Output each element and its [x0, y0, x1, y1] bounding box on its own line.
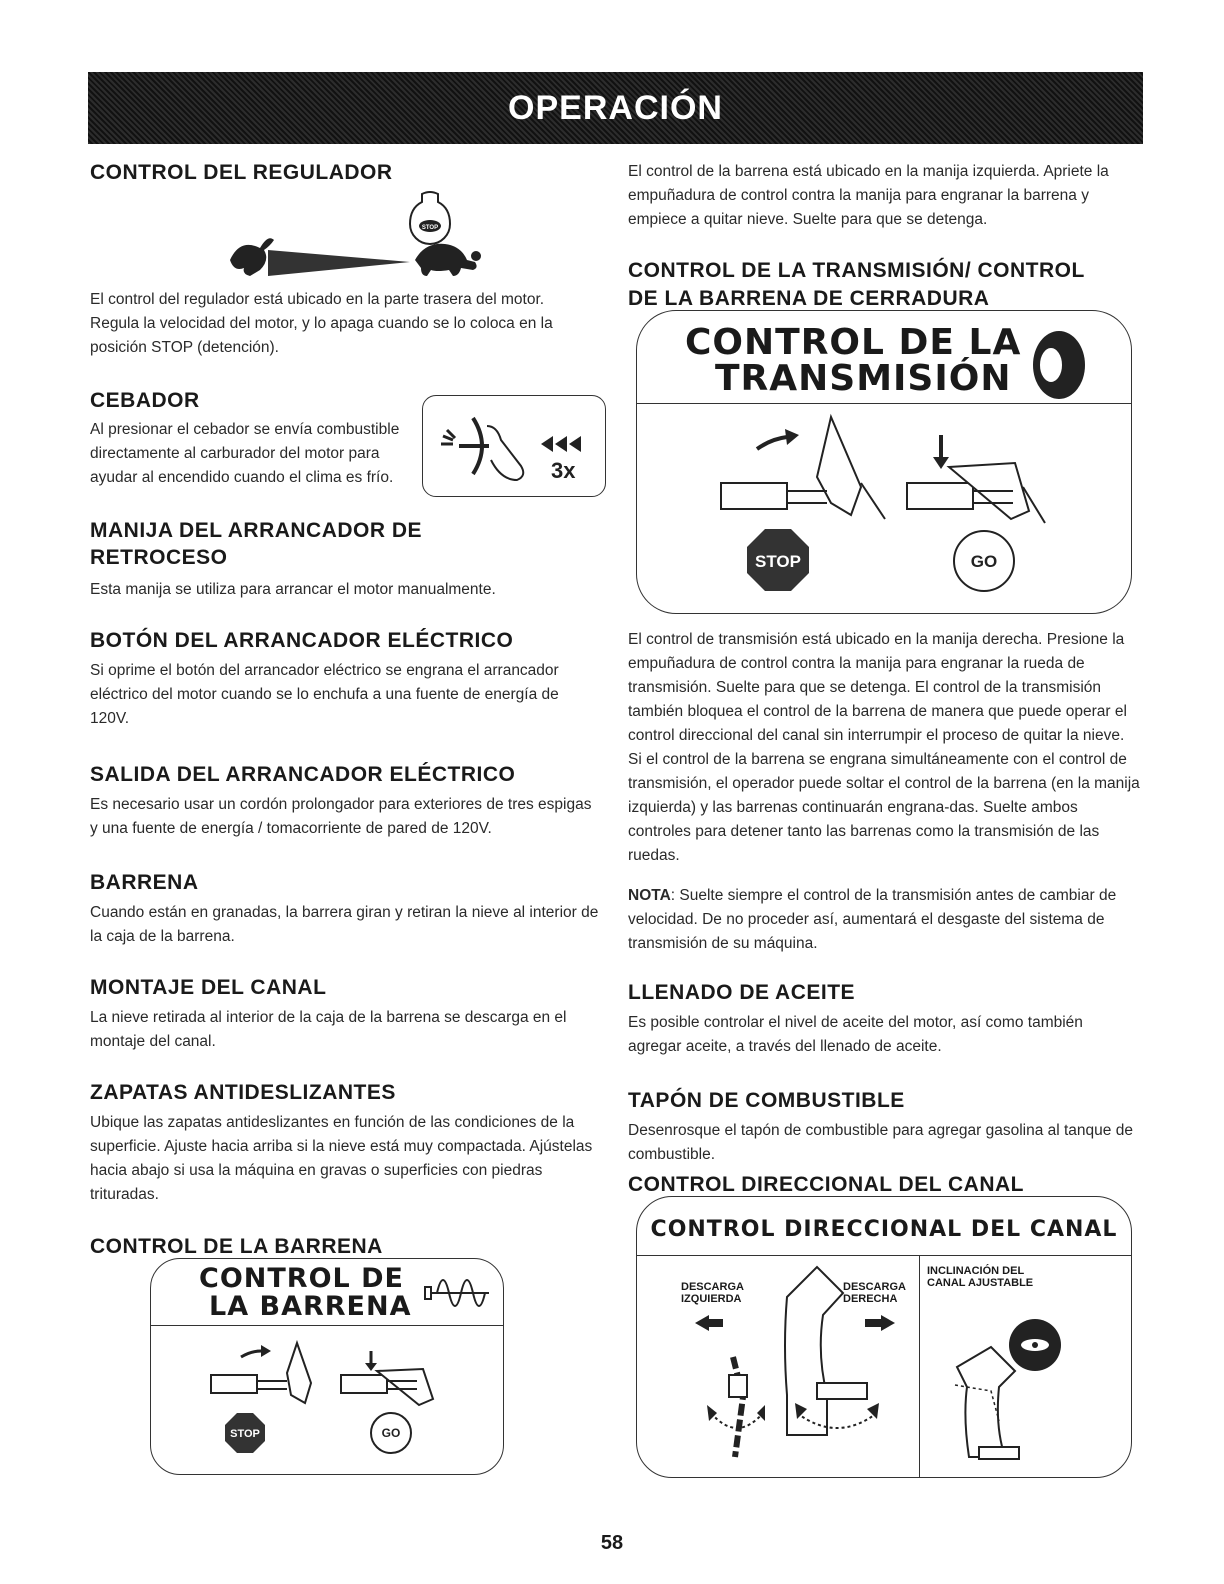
auger-decal-title-1: CONTROL DE: [199, 1263, 404, 1294]
heading-direccional: CONTROL DIRECCIONAL DEL CANAL: [628, 1173, 1025, 1196]
chute-diagram: [637, 1257, 1131, 1475]
chute-left-label-1: DESCARGA: [681, 1281, 744, 1293]
auger-handle-diagram: [191, 1337, 481, 1467]
body-retroceso: Esta manija se utiliza para arrancar el motor manualmente.: [90, 581, 496, 598]
decal-divider: [637, 1255, 1131, 1256]
auger-icon: [421, 1265, 493, 1325]
chute-right-label-1: DESCARGA: [843, 1281, 906, 1293]
primer-icon: [423, 396, 605, 496]
body-zapatas: Ubique las zapatas antideslizantes en función de las condiciones de la superficie. Ajuste hacia arriba si la nieve está muy compactada. Ajústelas hacia abajo si usa la máquina en gravas o superficies con piedras trituradas.: [90, 1114, 593, 1203]
body-aceite: Es posible controlar el nivel de aceite del motor, así como también agregar aceite, a través del llenado de aceite.: [628, 1014, 1083, 1055]
go-icon: [954, 531, 1014, 591]
auger-control-decal: [150, 1258, 504, 1475]
svg-text:STOP: STOP: [421, 225, 439, 231]
heading-control-barrena: CONTROL DE LA BARRENA: [90, 1235, 383, 1258]
body-boton: Si oprime el botón del arrancador eléctrico se engrana el arrancador eléctrico del motor cuando se lo enchufa a una fuente de energía de 120V.: [90, 662, 559, 727]
left-arrow-icon: [695, 1315, 709, 1331]
chute-decal-title: CONTROL DIRECCIONAL DEL CANAL: [650, 1217, 1118, 1242]
chute-left-label-2: IZQUIERDA: [681, 1293, 742, 1305]
body-salida: Es necesario usar un cordón prolongador para exteriores de tres espigas y una fuente de energía / tomacorriente de pared de 120V.: [90, 796, 592, 837]
body-barrena: Cuando están en granadas, la barrera giran y retiran la nieve al interior de la caja de la barrena.: [90, 904, 599, 945]
svg-text:GO: GO: [381, 1426, 401, 1440]
chute-icon: [785, 1267, 843, 1435]
speed-wedge: [268, 250, 410, 276]
svg-text:STOP: STOP: [230, 1428, 260, 1440]
heading-salida: SALIDA DEL ARRANCADOR ELÉCTRICO: [90, 763, 516, 786]
decal-divider: [151, 1325, 503, 1326]
primer-icon-box: [422, 395, 606, 497]
heading-regulador: CONTROL DEL REGULADOR: [90, 161, 393, 184]
page-number: 58: [600, 1532, 624, 1554]
heading-tapon: TAPÓN DE COMBUSTIBLE: [628, 1089, 905, 1112]
body-montaje: La nieve retirada al interior de la caja de la barrena se descarga en el montaje del canal.: [90, 1009, 567, 1050]
heading-cebador: CEBADOR: [90, 389, 200, 412]
svg-text:STOP: STOP: [755, 552, 801, 571]
tilt-chute-icon: [957, 1347, 1015, 1457]
heading-barrena: BARRENA: [90, 871, 199, 894]
heading-retroceso-2: RETROCESO: [90, 546, 228, 569]
body-intro-barrena: El control de la barrena está ubicado en la manija izquierda. Apriete la empuñadura de control contra la manija para engranar la barrena y empiece a quitar nieve. Suelte para que se detenga.: [628, 163, 1109, 228]
auger-decal-title-2: LA BARRENA: [209, 1291, 412, 1322]
banner-title: OPERACIÓN: [508, 88, 723, 127]
heading-boton: BOTÓN DEL ARRANCADOR ELÉCTRICO: [90, 629, 514, 652]
transmission-decal-title-1: CONTROL DE LA: [685, 322, 1022, 363]
note-body: : Suelte siempre el control de la transmisión antes de cambiar de velocidad. De no proceder así, aumentará el desgaste del sistema de transmisión de su máquina.: [628, 887, 1117, 952]
heading-aceite: LLENADO DE ACEITE: [628, 981, 856, 1004]
body-cebador: Al presionar el cebador se envía combustible directamente al carburador del motor para ayudar al encendido cuando el clima es frío.: [90, 421, 400, 486]
heading-zapatas: ZAPATAS ANTIDESLIZANTES: [90, 1081, 396, 1104]
note-transmision: [628, 884, 1140, 956]
decal-divider: [637, 403, 1131, 404]
stop-icon: [410, 192, 450, 244]
heading-retroceso-1: MANIJA DEL ARRANCADOR DE: [90, 519, 423, 542]
page-banner: [88, 72, 1143, 144]
turtle-icon: [415, 244, 481, 276]
stop-sign-icon: [225, 1413, 265, 1453]
tilt-knob-icon: [1009, 1319, 1061, 1371]
heading-transmision-1: CONTROL DE LA TRANSMISIÓN/ CONTROL: [628, 259, 1085, 282]
go-icon: [371, 1413, 411, 1453]
transmission-decal-title-2: TRANSMISIÓN: [715, 358, 1012, 399]
stop-sign-icon: [747, 529, 809, 591]
transmission-decal: [636, 310, 1132, 614]
rabbit-icon: [230, 238, 274, 276]
svg-text:GO: GO: [970, 552, 998, 571]
wheel-icon: [1019, 325, 1099, 405]
throttle-illustration: [210, 190, 490, 290]
chute-control-decal: [636, 1196, 1132, 1478]
chute-tilt-label-2: CANAL AJUSTABLE: [927, 1277, 1034, 1289]
body-tapon: Desenrosque el tapón de combustible para agregar gasolina al tanque de combustible.: [628, 1122, 1133, 1163]
right-arrow-icon: [881, 1315, 895, 1331]
heading-transmision-2: DE LA BARRENA DE CERRADURA: [628, 287, 990, 310]
note-label: NOTA: [628, 887, 671, 904]
svg-text:3x: 3x: [551, 458, 576, 483]
body-transmision: El control de transmisión está ubicado en la manija derecha. Presione la empuñadura de control contra la manija para engranar la rueda de transmisión. Suelte para que se detenga. El control de la transmisión también bloquea el control de la barrena de manera que puede operar el control direccional del canal sin interrumpir el proceso de quitar la nieve. Si el control de la barrena se engrana simultáneamente con el control de transmisión, el operador puede soltar el control de la barrena (en la manija izquierda) y las barrenas continuarán engrana-das. Suelte ambos controles para detener tanto las barrenas como la transmisión de las ruedas.: [628, 631, 1140, 864]
transmission-handle-diagram: [697, 407, 1097, 607]
crank-icon: [733, 1357, 743, 1457]
chute-right-label-2: DERECHA: [843, 1293, 898, 1305]
chute-tilt-label-1: INCLINACIÓN DEL: [927, 1265, 1025, 1277]
heading-montaje: MONTAJE DEL CANAL: [90, 976, 327, 999]
body-regulador: El control del regulador está ubicado en la parte trasera del motor. Regula la velocidad del motor, y lo apaga cuando se lo coloca en la posición STOP (detención).: [90, 291, 553, 356]
